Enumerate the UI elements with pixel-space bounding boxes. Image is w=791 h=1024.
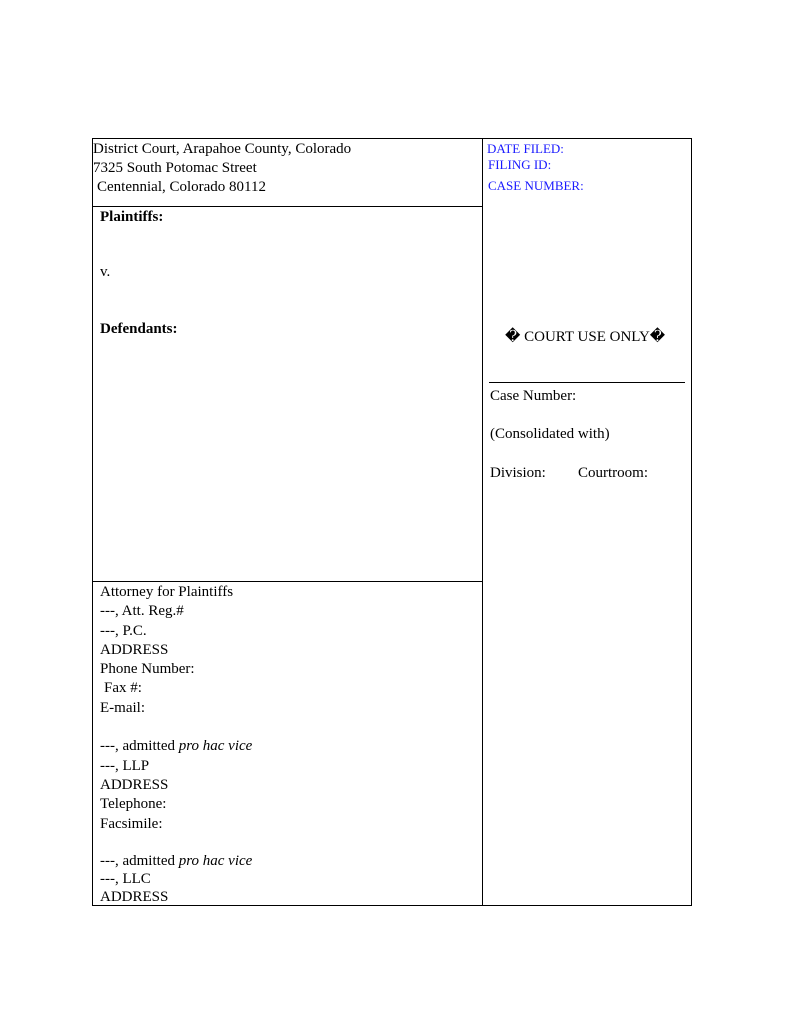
case-number-label: Case Number: (490, 388, 577, 404)
attorney-3-name (100, 852, 252, 871)
attorney-1-firm: ---, P.C. (100, 623, 147, 639)
court-city: Centennial, Colorado 80112 (97, 179, 266, 195)
courtroom-label: Courtroom: (578, 465, 648, 481)
caption-left-column (93, 139, 483, 905)
attorney-1-address: ADDRESS (100, 642, 169, 658)
parties-box (93, 207, 482, 582)
case-caption-table (92, 138, 692, 906)
attorney-1-name: ---, Att. Reg.# (100, 603, 184, 619)
court-street: 7325 South Potomac Street (93, 160, 257, 176)
consolidated-label: (Consolidated with) (490, 426, 610, 442)
court-use-divider (489, 382, 685, 383)
attorney-2-fax: Facsimile: (100, 816, 163, 832)
court-info-box (93, 139, 482, 207)
attorney-3-address: ADDRESS (100, 889, 169, 905)
attorney-2-name (100, 737, 252, 756)
defendants-label: Defendants: (100, 321, 178, 337)
court-use-only-label: � COURT USE ONLY� (505, 329, 666, 345)
attorney-2-address: ADDRESS (100, 777, 169, 793)
attorney-heading: Attorney for Plaintiffs (100, 584, 234, 600)
attorney-box (93, 582, 482, 905)
attorney-3-firm: ---, LLC (100, 871, 151, 887)
caption-right-column (483, 139, 691, 905)
division-label: Division: (490, 465, 546, 481)
date-filed-label: DATE FILED: (487, 141, 564, 156)
attorney-2-firm: ---, LLP (100, 758, 150, 774)
attorney-2-phone: Telephone: (100, 796, 167, 812)
attorney-2-name-prefix: ---, admitted (100, 738, 179, 754)
attorney-1-fax: Fax #: (104, 680, 142, 696)
filing-id-label: FILING ID: (488, 157, 552, 172)
attorney-1-email: E-mail: (100, 700, 145, 716)
attorney-3-pro-hac-vice: pro hac vice (178, 853, 253, 869)
attorney-1-phone: Phone Number: (100, 661, 195, 677)
versus-label: v. (100, 264, 111, 280)
attorney-2-pro-hac-vice: pro hac vice (178, 738, 253, 754)
attorney-3-name-prefix: ---, admitted (100, 853, 179, 869)
plaintiffs-label: Plaintiffs: (100, 209, 164, 225)
court-name: District Court, Arapahoe County, Colorado (93, 141, 352, 157)
case-number-filing-label: CASE NUMBER: (488, 178, 584, 193)
